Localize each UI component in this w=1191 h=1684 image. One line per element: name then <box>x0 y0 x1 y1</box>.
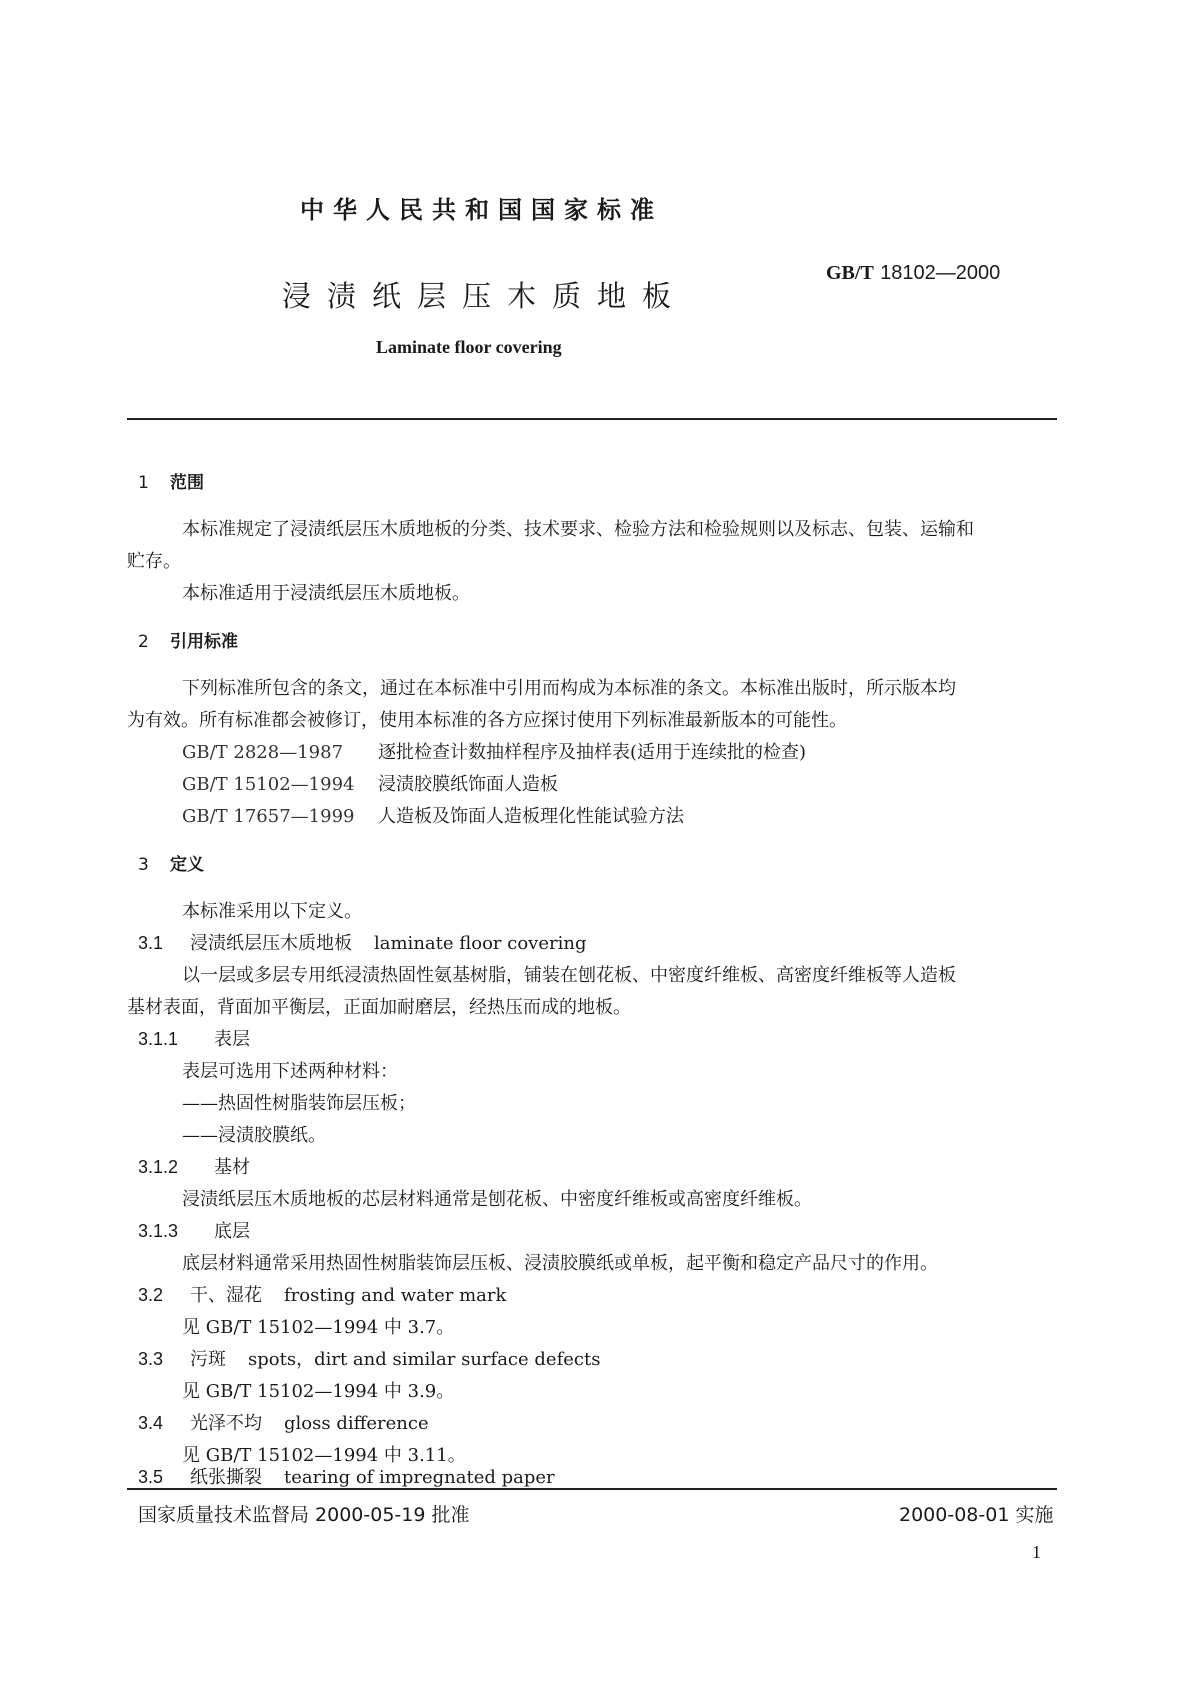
paragraph-line: 本标准适用于浸渍纸层压木质地板。 <box>182 583 470 604</box>
clause-number: 3.2 <box>138 1285 164 1305</box>
list-item: ——热固性树脂装饰层压板； <box>182 1093 416 1114</box>
clause-3-1-heading <box>138 929 586 955</box>
paragraph-line: 见 GB/T 15102—1994 中 3.7。 <box>182 1317 455 1338</box>
clause-term-english: gloss difference <box>284 1413 429 1434</box>
paragraph-line: 本标准采用以下定义。 <box>182 901 362 922</box>
section-3-heading <box>138 850 204 875</box>
reference-item <box>182 738 806 764</box>
clause-term: 基材 <box>214 1157 250 1178</box>
section-2-heading <box>138 627 238 652</box>
document-title: 浸渍纸层压木质地板 <box>282 279 688 313</box>
clause-term: 污斑 <box>190 1349 226 1370</box>
document-title-english: Laminate floor covering <box>376 337 562 357</box>
paragraph-line: 底层材料通常采用热固性树脂装饰层压板、浸渍胶膜纸或单板，起平衡和稳定产品尺寸的作用。 <box>182 1253 938 1274</box>
approval-date: 国家质量技术监督局 2000-05-19 批准 <box>138 1504 470 1526</box>
page-number: 1 <box>1032 1542 1041 1562</box>
reference-code: GB/T 15102—1994 <box>182 774 355 795</box>
paragraph-line: 贮存。 <box>127 551 181 572</box>
clause-number: 3.1.1 <box>138 1029 179 1049</box>
reference-item <box>182 802 684 828</box>
clause-term: 底层 <box>214 1221 250 1242</box>
clause-term-english: tearing of impregnated paper <box>284 1467 555 1488</box>
clause-3-1-1-heading <box>138 1025 250 1051</box>
clause-number: 3.1.3 <box>138 1221 179 1241</box>
clause-number: 3.4 <box>138 1413 164 1433</box>
standard-code-number: 18102—2000 <box>880 262 1001 284</box>
clause-term: 表层 <box>214 1029 250 1050</box>
clause-term-english: laminate floor covering <box>374 933 587 954</box>
reference-code: GB/T 2828—1987 <box>182 742 344 763</box>
section-number: 2 <box>138 632 149 652</box>
list-item: ——浸渍胶膜纸。 <box>182 1125 326 1146</box>
paragraph-line: 下列标准所包含的条文，通过在本标准中引用而构成为本标准的条文。本标准出版时，所示版本均 <box>182 678 956 699</box>
clause-3-3-heading <box>138 1345 600 1371</box>
clause-3-1-2-heading <box>138 1153 250 1179</box>
section-number: 1 <box>138 473 149 493</box>
section-number: 3 <box>138 855 149 875</box>
reference-title: 浸渍胶膜纸饰面人造板 <box>378 774 558 795</box>
clause-3-2-heading <box>138 1281 506 1307</box>
section-1-heading <box>138 468 204 493</box>
clause-number: 3.1 <box>138 933 164 953</box>
clause-number: 3.1.2 <box>138 1157 179 1177</box>
reference-title: 人造板及饰面人造板理化性能试验方法 <box>378 806 684 827</box>
section-title: 范围 <box>170 473 204 493</box>
clause-number: 3.5 <box>138 1467 164 1487</box>
standard-code <box>826 260 1000 285</box>
clause-3-5-heading <box>138 1463 555 1489</box>
paragraph-line: 以一层或多层专用纸浸渍热固性氨基树脂，铺装在刨花板、中密度纤维板、高密度纤维板等人造板 <box>182 965 956 986</box>
clause-term-english: spots，dirt and similar surface defects <box>248 1349 601 1370</box>
paragraph-line: 基材表面，背面加平衡层，正面加耐磨层，经热压而成的地板。 <box>127 997 631 1018</box>
header-divider <box>127 418 1057 420</box>
national-standard-heading: 中华人民共和国国家标准 <box>300 196 663 224</box>
clause-term: 纸张撕裂 <box>190 1467 262 1488</box>
reference-code: GB/T 17657—1999 <box>182 806 355 827</box>
section-title: 定义 <box>170 855 204 875</box>
paragraph-line: 表层可选用下述两种材料： <box>182 1061 398 1082</box>
paragraph-line: 见 GB/T 15102—1994 中 3.11。 <box>182 1445 466 1466</box>
clause-3-4-heading <box>138 1409 429 1435</box>
clause-term-english: frosting and water mark <box>284 1285 507 1306</box>
clause-term: 干、湿花 <box>190 1285 262 1306</box>
reference-item <box>182 770 558 796</box>
clause-term: 浸渍纸层压木质地板 <box>190 933 352 954</box>
paragraph-line: 为有效。所有标准都会被修订，使用本标准的各方应探讨使用下列标准最新版本的可能性。 <box>127 710 847 731</box>
clause-term: 光泽不均 <box>190 1413 262 1434</box>
clause-number: 3.3 <box>138 1349 164 1369</box>
footer-divider <box>127 1488 1057 1490</box>
paragraph-line: 本标准规定了浸渍纸层压木质地板的分类、技术要求、检验方法和检验规则以及标志、包装、运输和 <box>182 519 974 540</box>
clause-3-1-3-heading <box>138 1217 250 1243</box>
implementation-date: 2000-08-01 实施 <box>899 1504 1054 1526</box>
paragraph-line: 浸渍纸层压木质地板的芯层材料通常是刨花板、中密度纤维板或高密度纤维板。 <box>182 1189 812 1210</box>
section-title: 引用标准 <box>170 632 238 652</box>
standard-code-prefix: GB/T <box>826 262 874 284</box>
reference-title: 逐批检查计数抽样程序及抽样表(适用于连续批的检查) <box>378 742 807 763</box>
paragraph-line: 见 GB/T 15102—1994 中 3.9。 <box>182 1381 455 1402</box>
